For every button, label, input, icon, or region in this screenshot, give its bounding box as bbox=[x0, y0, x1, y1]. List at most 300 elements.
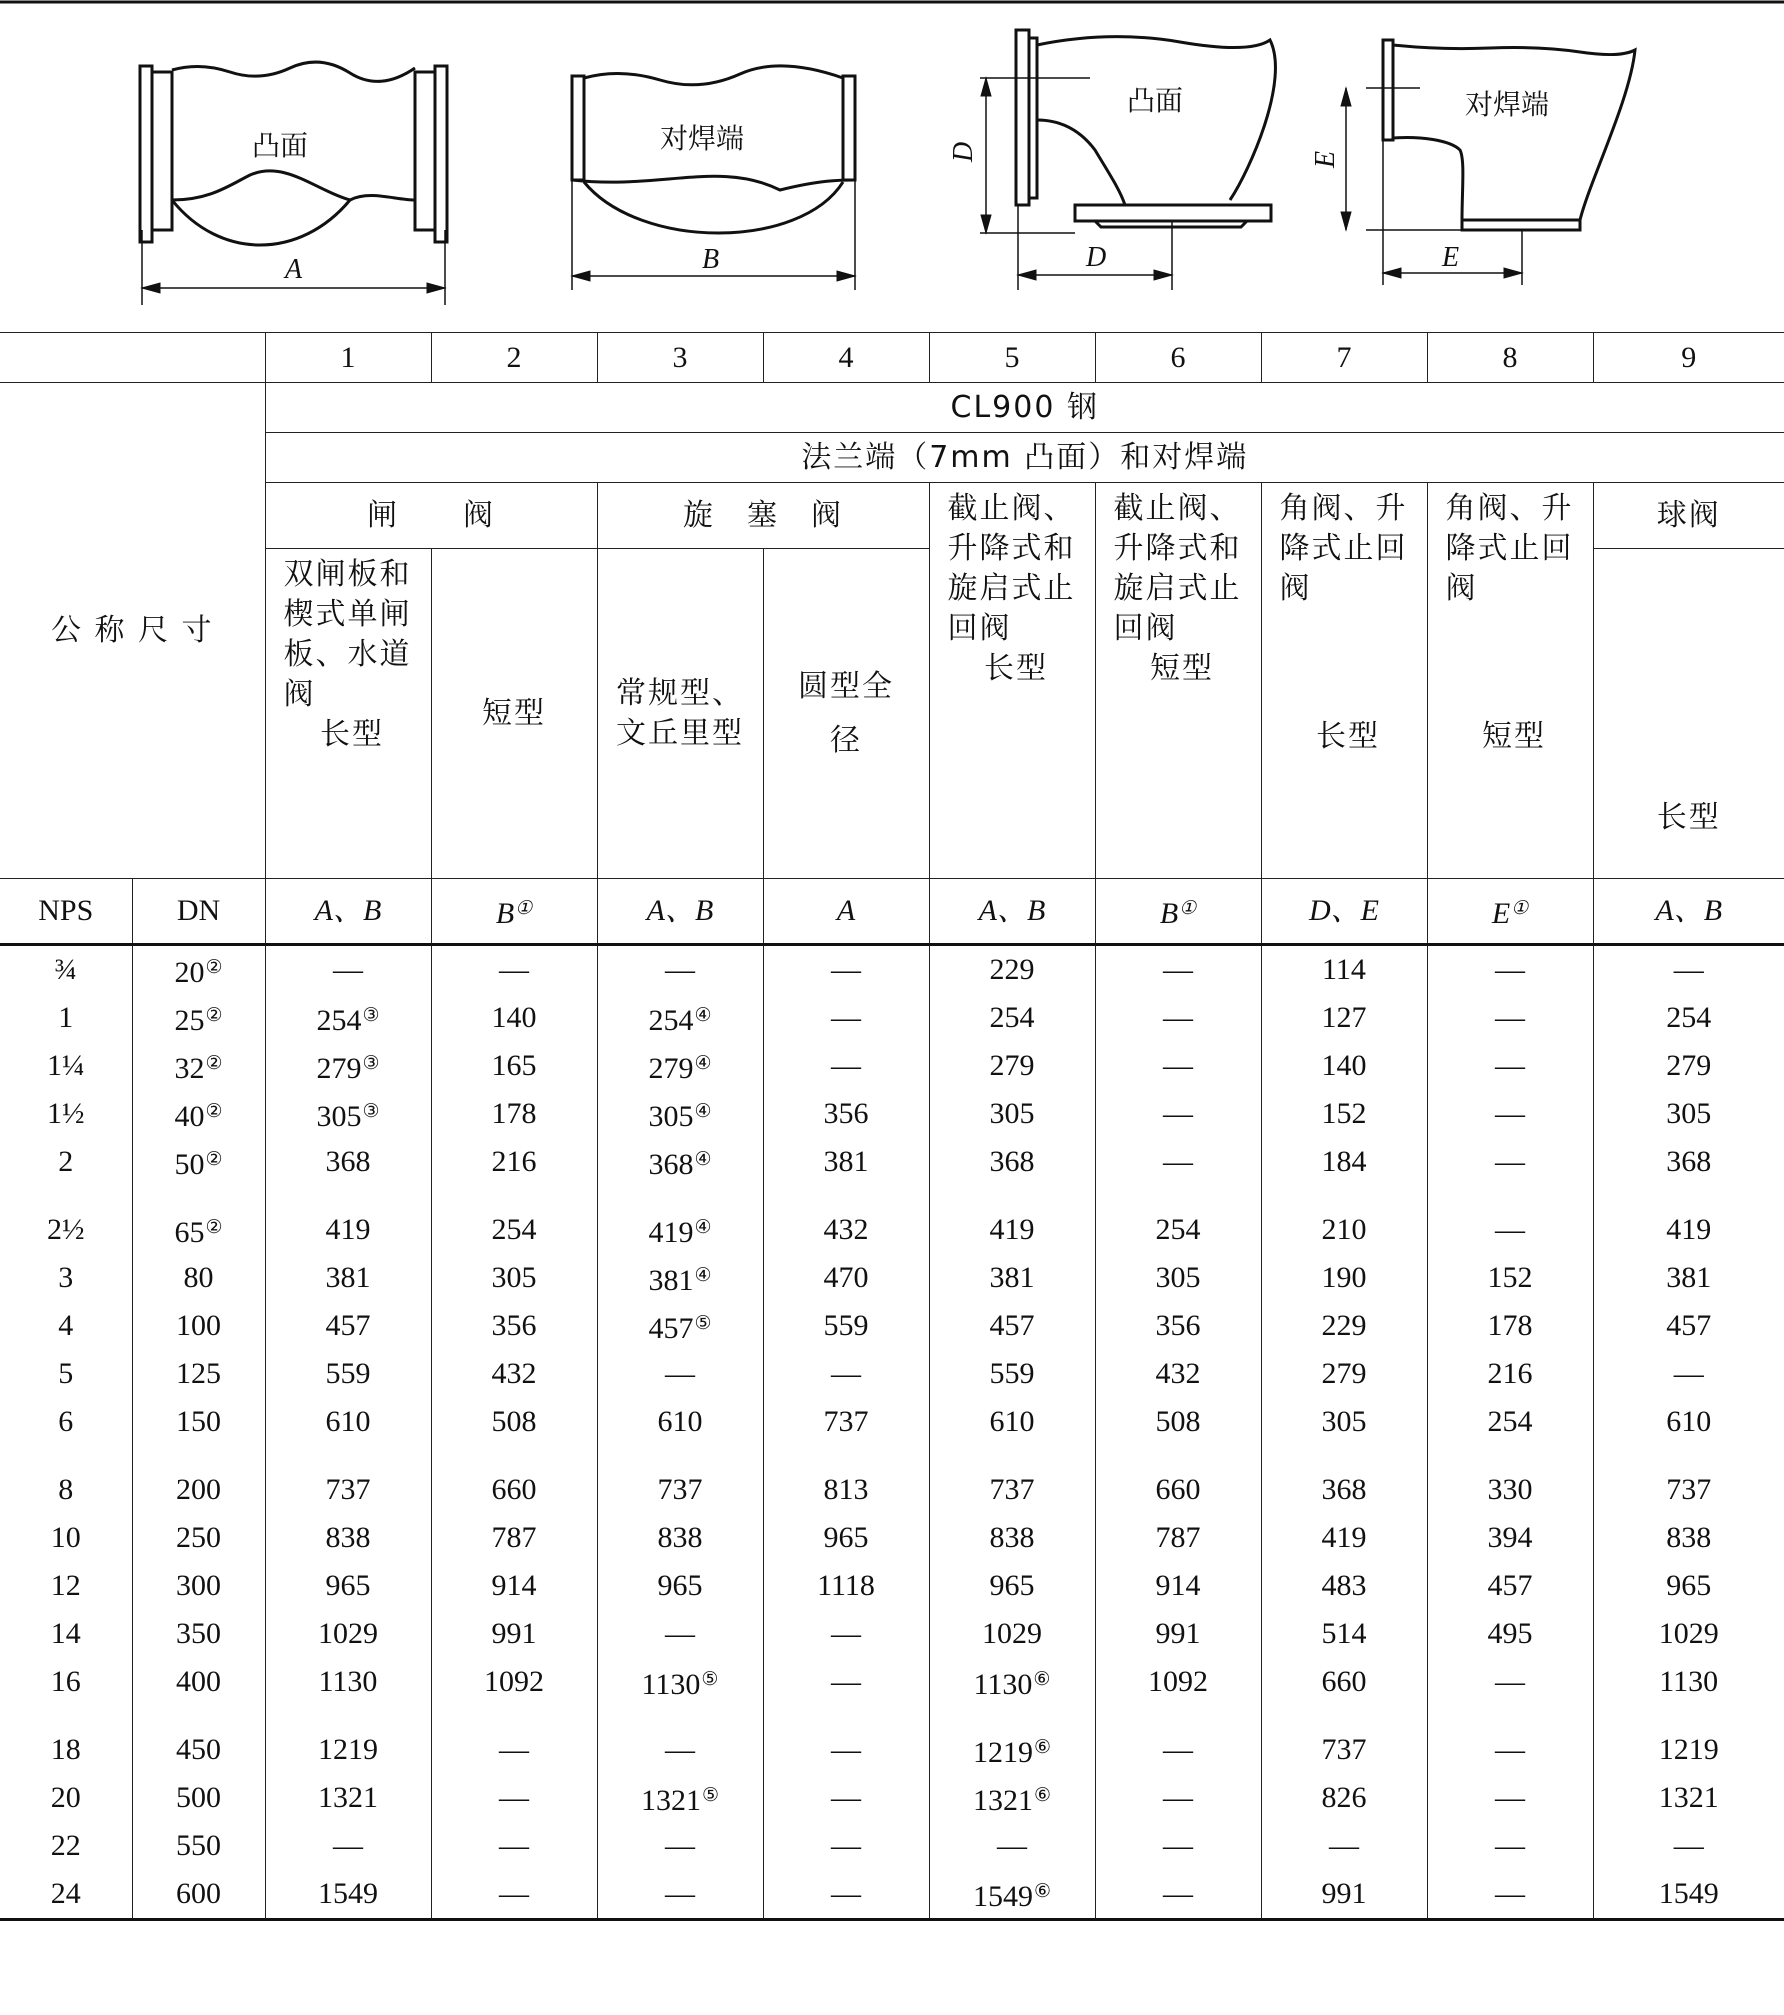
table-row bbox=[0, 1822, 1784, 1870]
dimension-cell-col-4 bbox=[763, 1398, 929, 1446]
dimension-value: 610 bbox=[1666, 1405, 1712, 1438]
column-number-4: 4 bbox=[763, 333, 929, 383]
table-row bbox=[0, 994, 1784, 1042]
dimension-cell-col-9 bbox=[1593, 1138, 1784, 1186]
dimension-cell-col-2 bbox=[431, 1870, 597, 1920]
dimension-value: 991 bbox=[1321, 1877, 1367, 1910]
dimension-value: 419 bbox=[648, 1215, 694, 1249]
dimension-cell-col-9 bbox=[1593, 1870, 1784, 1920]
dimension-cell-col-7 bbox=[1261, 1466, 1427, 1514]
dimension-cell-col-4 bbox=[763, 1350, 929, 1398]
dimension-value: — bbox=[1673, 1357, 1704, 1390]
footnote-marker: ⑥ bbox=[1033, 1784, 1052, 1806]
dimension-cell-col-8 bbox=[1427, 1774, 1593, 1822]
dimension-value: 787 bbox=[1155, 1521, 1201, 1554]
dimension-value: 737 bbox=[1666, 1473, 1712, 1506]
dimension-value: 559 bbox=[989, 1357, 1035, 1390]
dimension-value: 914 bbox=[1155, 1569, 1201, 1602]
dimension-cell-col-2 bbox=[431, 1514, 597, 1562]
nps-header: NPS bbox=[0, 879, 132, 945]
plug-regular-venturi-header: 常规型、文丘里型 bbox=[597, 549, 763, 879]
table-row bbox=[0, 1138, 1784, 1186]
dimension-value: — bbox=[831, 1877, 861, 1910]
dim-symbol-7 bbox=[1261, 879, 1427, 945]
dimension-value: 432 bbox=[1155, 1357, 1201, 1390]
nps-cell: 4 bbox=[58, 1309, 74, 1342]
nps-cell: 2½ bbox=[47, 1213, 85, 1246]
dn-cell bbox=[132, 1042, 265, 1090]
dimension-cell-col-3 bbox=[597, 945, 763, 995]
dimension-value: 356 bbox=[823, 1097, 869, 1130]
dimension-value: 419 bbox=[1666, 1213, 1712, 1246]
table-body bbox=[0, 945, 1784, 1920]
dimension-value: 813 bbox=[823, 1473, 869, 1506]
dimension-value: — bbox=[831, 1733, 861, 1766]
dimension-value: — bbox=[1495, 1145, 1525, 1178]
dimension-value: 279 bbox=[316, 1051, 362, 1085]
nps-cell: 22 bbox=[50, 1829, 81, 1862]
dimension-cell-col-6 bbox=[1095, 1774, 1261, 1822]
dimension-cell-col-3 bbox=[597, 1138, 763, 1186]
dimension-value: 279 bbox=[1321, 1357, 1367, 1390]
material-header: CL900 钢 bbox=[265, 383, 1784, 433]
dimension-value: 787 bbox=[491, 1521, 537, 1554]
dimension-value: — bbox=[1673, 1829, 1704, 1862]
dimension-value: — bbox=[665, 1829, 695, 1862]
dimension-value: 381 bbox=[989, 1261, 1035, 1294]
dimension-cell-col-9 bbox=[1593, 1398, 1784, 1446]
dimension-value: 210 bbox=[1321, 1213, 1367, 1246]
dimension-cell-col-7 bbox=[1261, 1206, 1427, 1254]
dimension-cell-col-6 bbox=[1095, 1514, 1261, 1562]
dimension-cell-col-7 bbox=[1261, 994, 1427, 1042]
dimension-cell-col-2 bbox=[431, 1206, 597, 1254]
dimension-cell-col-5 bbox=[929, 1302, 1095, 1350]
buttweld-angle-diagram bbox=[1341, 40, 1635, 285]
dimension-value: 394 bbox=[1487, 1521, 1533, 1554]
dimension-value: 432 bbox=[823, 1213, 869, 1246]
dimension-cell-col-7 bbox=[1261, 1302, 1427, 1350]
nps-cell: 3 bbox=[58, 1261, 74, 1294]
dimension-value: — bbox=[1495, 1213, 1525, 1246]
spacer-cell bbox=[929, 1446, 1095, 1466]
dimension-value: 1219 bbox=[1658, 1733, 1719, 1766]
table-row bbox=[0, 1042, 1784, 1090]
dimension-value: 254 bbox=[316, 1003, 362, 1037]
dimension-cell-col-4 bbox=[763, 1658, 929, 1706]
dn-cell bbox=[132, 1090, 265, 1138]
nps-cell: 6 bbox=[58, 1405, 74, 1438]
dimension-value: 305 bbox=[316, 1099, 362, 1133]
globe-check-long-header bbox=[929, 483, 1095, 879]
spacer-cell bbox=[1261, 1446, 1427, 1466]
dimension-value: 838 bbox=[325, 1521, 371, 1554]
dimension-value: 737 bbox=[989, 1473, 1035, 1506]
footnote-marker: ④ bbox=[694, 1148, 712, 1170]
dimension-cell-col-8 bbox=[1427, 1042, 1593, 1090]
dimension-value: 483 bbox=[1321, 1569, 1367, 1602]
spacer-cell bbox=[1095, 1706, 1261, 1726]
nps-cell: 1¼ bbox=[47, 1049, 85, 1082]
footnote-marker: ② bbox=[205, 1148, 223, 1170]
row-group-spacer bbox=[0, 1186, 1784, 1206]
spacer-cell bbox=[597, 1446, 763, 1466]
dn-cell bbox=[132, 1206, 265, 1254]
dim-letter-b: B bbox=[702, 244, 720, 275]
column-1-type: 长型 bbox=[320, 717, 384, 752]
dimension-value: 965 bbox=[989, 1569, 1035, 1602]
dimension-cell-col-2 bbox=[431, 1726, 597, 1774]
dimension-value: 991 bbox=[491, 1617, 537, 1650]
dn-value: 150 bbox=[176, 1405, 221, 1438]
dimension-cell-col-6 bbox=[1095, 1350, 1261, 1398]
dimension-value: 508 bbox=[491, 1405, 537, 1438]
table-row bbox=[0, 1562, 1784, 1610]
dimension-cell-col-2 bbox=[431, 1254, 597, 1302]
dimension-cell-col-7 bbox=[1261, 1398, 1427, 1446]
dimension-value: 457 bbox=[1666, 1309, 1712, 1342]
raised-face-angle-diagram bbox=[980, 30, 1275, 290]
dim-symbol-8-text: E bbox=[1491, 896, 1511, 930]
dn-header: DN bbox=[132, 879, 265, 945]
dimension-cell-col-2 bbox=[431, 1466, 597, 1514]
dimension-value: 432 bbox=[491, 1357, 537, 1390]
dimension-cell-col-1 bbox=[265, 1610, 431, 1658]
dimension-value: 178 bbox=[491, 1097, 537, 1130]
dimension-value: — bbox=[1163, 1781, 1193, 1814]
dn-value: 50 bbox=[174, 1147, 205, 1181]
dimension-cell-col-6 bbox=[1095, 1658, 1261, 1706]
dimension-value: — bbox=[499, 953, 529, 986]
ball-valve-group: 球阀 bbox=[1593, 483, 1784, 549]
dimension-cell-col-4 bbox=[763, 1514, 929, 1562]
dimension-cell-col-9 bbox=[1593, 1610, 1784, 1658]
dimension-cell-col-3 bbox=[597, 1774, 763, 1822]
dimension-cell-col-5 bbox=[929, 1774, 1095, 1822]
spacer-cell bbox=[1095, 1186, 1261, 1206]
dimension-cell-col-9 bbox=[1593, 1302, 1784, 1350]
dimension-value: 470 bbox=[823, 1261, 869, 1294]
dimension-cell-col-4 bbox=[763, 1610, 929, 1658]
dimension-cell-col-6 bbox=[1095, 945, 1261, 995]
dimension-value: — bbox=[1495, 1781, 1525, 1814]
dimension-value: 254 bbox=[1155, 1213, 1201, 1246]
dimension-cell-col-8 bbox=[1427, 1398, 1593, 1446]
dimension-symbol-row bbox=[0, 879, 1784, 945]
gate-valve-group: 闸 阀 bbox=[265, 483, 597, 549]
dim-symbol-2 bbox=[431, 879, 597, 945]
dimension-cell-col-9 bbox=[1593, 1514, 1784, 1562]
dimension-cell-col-2 bbox=[431, 1090, 597, 1138]
dimension-cell-col-1 bbox=[265, 1254, 431, 1302]
dimension-value: — bbox=[831, 1049, 861, 1082]
dim-letter-e-vertical: E bbox=[1310, 150, 1341, 168]
dimension-value: — bbox=[665, 1877, 695, 1910]
spacer-cell bbox=[929, 1706, 1095, 1726]
dim-letter-e-horizontal: E bbox=[1442, 242, 1460, 273]
table-row bbox=[0, 1090, 1784, 1138]
dimension-cell-col-8 bbox=[1427, 1466, 1593, 1514]
dimension-cell-col-7 bbox=[1261, 1042, 1427, 1090]
dimension-cell-col-6 bbox=[1095, 1302, 1261, 1350]
dimension-value: 254 bbox=[989, 1001, 1035, 1034]
column-7-type: 长型 bbox=[1316, 719, 1380, 754]
dimension-cell-col-1 bbox=[265, 1090, 431, 1138]
footnote-marker: ② bbox=[205, 1004, 223, 1026]
dimension-value: — bbox=[665, 953, 695, 986]
spacer-cell bbox=[265, 1706, 431, 1726]
dn-cell bbox=[132, 1466, 265, 1514]
dimension-value: 838 bbox=[1666, 1521, 1712, 1554]
dimension-cell-col-9 bbox=[1593, 994, 1784, 1042]
nps-cell: 20 bbox=[50, 1781, 81, 1814]
dimension-value: 1130 bbox=[318, 1665, 378, 1698]
nps-cell: 8 bbox=[58, 1473, 74, 1506]
spacer-cell bbox=[597, 1706, 763, 1726]
dimension-value: 737 bbox=[657, 1473, 703, 1506]
end-type-row bbox=[0, 433, 1784, 483]
dimension-value: 610 bbox=[325, 1405, 371, 1438]
dimension-cell-col-3 bbox=[597, 1514, 763, 1562]
dimension-value: 254 bbox=[1666, 1001, 1712, 1034]
diagram-label-raised-face-2: 凸面 bbox=[1127, 84, 1184, 117]
footnote-marker: ③ bbox=[362, 1100, 380, 1122]
dimension-value: — bbox=[1163, 1145, 1193, 1178]
dimension-cell-col-3 bbox=[597, 1302, 763, 1350]
dim-symbol-7-text: D、E bbox=[1309, 894, 1379, 927]
dimension-value: 457 bbox=[325, 1309, 371, 1342]
spacer-cell bbox=[929, 1186, 1095, 1206]
dimension-cell-col-4 bbox=[763, 1138, 929, 1186]
dn-cell bbox=[132, 945, 265, 995]
dimension-cell-col-9 bbox=[1593, 1042, 1784, 1090]
dimension-cell-col-6 bbox=[1095, 1138, 1261, 1186]
dimension-value: 1092 bbox=[1148, 1665, 1208, 1698]
dimension-cell-col-5 bbox=[929, 945, 1095, 995]
dim-symbol-4-text: A bbox=[836, 894, 856, 927]
table-row bbox=[0, 1254, 1784, 1302]
dimension-value: 127 bbox=[1321, 1001, 1367, 1034]
dimension-cell-col-7 bbox=[1261, 1138, 1427, 1186]
dim-symbol-9 bbox=[1593, 879, 1784, 945]
dimension-cell-col-9 bbox=[1593, 1466, 1784, 1514]
dimension-value: 1549 bbox=[1658, 1877, 1719, 1910]
nps-cell: ¾ bbox=[54, 953, 77, 986]
footnote-marker: ③ bbox=[362, 1052, 380, 1074]
dn-value: 65 bbox=[174, 1215, 205, 1249]
table-row bbox=[0, 1658, 1784, 1706]
column-number-1: 1 bbox=[265, 333, 431, 383]
table-row bbox=[0, 1870, 1784, 1920]
dimension-cell-col-3 bbox=[597, 1254, 763, 1302]
dimension-value: 457 bbox=[989, 1309, 1035, 1342]
spacer-cell bbox=[1593, 1446, 1784, 1466]
column-number-8: 8 bbox=[1427, 333, 1593, 383]
dn-cell bbox=[132, 1610, 265, 1658]
dimension-cell-col-5 bbox=[929, 1042, 1095, 1090]
dimension-value: 279 bbox=[1666, 1049, 1712, 1082]
column-number-6: 6 bbox=[1095, 333, 1261, 383]
dimension-value: — bbox=[1163, 1097, 1193, 1130]
dimension-value: 368 bbox=[1666, 1145, 1712, 1178]
dimension-value: 368 bbox=[989, 1145, 1035, 1178]
dimension-value: 514 bbox=[1321, 1617, 1367, 1650]
dn-cell bbox=[132, 1726, 265, 1774]
dn-value: 32 bbox=[174, 1051, 205, 1085]
dimension-cell-col-1 bbox=[265, 1726, 431, 1774]
dimension-value: 305 bbox=[648, 1099, 694, 1133]
dn-value: 25 bbox=[174, 1003, 205, 1037]
footnote-marker: ⑤ bbox=[694, 1312, 712, 1334]
spacer-cell bbox=[1261, 1186, 1427, 1206]
dimension-cell-col-1 bbox=[265, 1398, 431, 1446]
dimension-cell-col-6 bbox=[1095, 1042, 1261, 1090]
dimension-value: — bbox=[831, 1357, 861, 1390]
dn-value: 250 bbox=[176, 1521, 221, 1554]
dimension-cell-col-8 bbox=[1427, 945, 1593, 995]
dim-symbol-1-text: A、B bbox=[314, 894, 382, 927]
dn-cell bbox=[132, 1254, 265, 1302]
column-number-blank bbox=[0, 333, 265, 383]
column-number-7: 7 bbox=[1261, 333, 1427, 383]
dimension-cell-col-3 bbox=[597, 1870, 763, 1920]
dimension-value: 381 bbox=[648, 1263, 694, 1297]
dimension-value: — bbox=[831, 1829, 861, 1862]
dim-letter-a: A bbox=[285, 254, 303, 285]
dn-value: 500 bbox=[176, 1781, 221, 1814]
dimension-cell-col-4 bbox=[763, 1774, 929, 1822]
table-row bbox=[0, 1206, 1784, 1254]
dimension-value: 216 bbox=[1487, 1357, 1533, 1390]
dimension-value: — bbox=[1495, 1829, 1525, 1862]
dimension-value: 1321 bbox=[318, 1781, 378, 1814]
footnote-marker: ③ bbox=[362, 1004, 380, 1026]
dimension-value: 610 bbox=[657, 1405, 703, 1438]
dimension-cell-col-6 bbox=[1095, 994, 1261, 1042]
dimension-value: 1130 bbox=[1659, 1665, 1719, 1698]
dim-symbol-2-text: B bbox=[495, 896, 515, 930]
row-group-spacer bbox=[0, 1706, 1784, 1726]
dimension-value: 838 bbox=[989, 1521, 1035, 1554]
dimension-cell-col-1 bbox=[265, 1302, 431, 1350]
dimension-cell-col-7 bbox=[1261, 1822, 1427, 1870]
dimension-value: 965 bbox=[657, 1569, 703, 1602]
dimension-value: 356 bbox=[491, 1309, 537, 1342]
spacer-cell bbox=[763, 1186, 929, 1206]
column-1-description: 双闸板和楔式单闸板、水道阀 bbox=[283, 557, 412, 712]
dimension-cell-col-8 bbox=[1427, 1350, 1593, 1398]
dimension-value: 381 bbox=[1666, 1261, 1712, 1294]
spacer-cell bbox=[1593, 1186, 1784, 1206]
dimension-cell-col-6 bbox=[1095, 1254, 1261, 1302]
dimension-cell-col-7 bbox=[1261, 1090, 1427, 1138]
dimension-value: 1321 bbox=[640, 1783, 701, 1817]
dimension-value: 1219 bbox=[318, 1733, 378, 1766]
dimension-value: 914 bbox=[491, 1569, 537, 1602]
dimension-value: 305 bbox=[491, 1261, 537, 1294]
column-8-description: 角阀、升降式止回阀 bbox=[1445, 491, 1574, 606]
nps-cell: 12 bbox=[50, 1569, 81, 1602]
dn-value: 40 bbox=[174, 1099, 205, 1133]
nps-cell: 10 bbox=[50, 1521, 81, 1554]
spacer-cell bbox=[431, 1186, 597, 1206]
dimension-value: 368 bbox=[1321, 1473, 1367, 1506]
dimension-cell-col-9 bbox=[1593, 1658, 1784, 1706]
dimension-value: 178 bbox=[1487, 1309, 1533, 1342]
row-group-spacer bbox=[0, 1446, 1784, 1466]
dimension-cell-col-4 bbox=[763, 1090, 929, 1138]
dimension-cell-col-7 bbox=[1261, 1726, 1427, 1774]
dimension-cell-col-5 bbox=[929, 1206, 1095, 1254]
dimension-value: 660 bbox=[491, 1473, 537, 1506]
dimension-value: — bbox=[1163, 1049, 1193, 1082]
dimension-value: 305 bbox=[1321, 1405, 1367, 1438]
dimension-cell-col-8 bbox=[1427, 994, 1593, 1042]
dimension-value: 1029 bbox=[1658, 1617, 1719, 1650]
dimension-cell-col-1 bbox=[265, 1138, 431, 1186]
dim-symbol-8-note: ① bbox=[1511, 897, 1529, 919]
dimension-cell-col-4 bbox=[763, 945, 929, 995]
dimension-cell-col-5 bbox=[929, 1466, 1095, 1514]
dimension-value: — bbox=[1329, 1829, 1359, 1862]
footnote-marker: ④ bbox=[694, 1052, 712, 1074]
spacer-cell bbox=[1427, 1186, 1593, 1206]
dim-symbol-6-text: B bbox=[1159, 896, 1179, 930]
dn-cell bbox=[132, 1870, 265, 1920]
column-number-5: 5 bbox=[929, 333, 1095, 383]
dimension-cell-col-2 bbox=[431, 1610, 597, 1658]
dn-value: 100 bbox=[176, 1309, 221, 1342]
dim-symbol-5-text: A、B bbox=[978, 894, 1046, 927]
dimension-value: 229 bbox=[989, 953, 1035, 986]
spacer-cell bbox=[1427, 1446, 1593, 1466]
dn-cell bbox=[132, 1822, 265, 1870]
dimension-cell-col-3 bbox=[597, 1562, 763, 1610]
dimension-cell-col-1 bbox=[265, 1514, 431, 1562]
dimension-value: 1321 bbox=[972, 1783, 1033, 1817]
dimension-value: 254 bbox=[1487, 1405, 1533, 1438]
dimension-value: 381 bbox=[325, 1261, 371, 1294]
spacer-cell bbox=[763, 1446, 929, 1466]
spacer-cell bbox=[0, 1446, 132, 1466]
dim-symbol-6-note: ① bbox=[1179, 897, 1197, 919]
spacer-cell bbox=[0, 1706, 132, 1726]
dimension-cell-col-4 bbox=[763, 1466, 929, 1514]
dimension-value: 737 bbox=[325, 1473, 371, 1506]
dn-cell bbox=[132, 1350, 265, 1398]
dim-symbol-2-note: ① bbox=[515, 897, 533, 919]
dn-value: 20 bbox=[174, 955, 205, 989]
dimension-cell-col-5 bbox=[929, 1398, 1095, 1446]
table-row bbox=[0, 945, 1784, 995]
nps-cell: 16 bbox=[50, 1665, 81, 1698]
dim-symbol-3 bbox=[597, 879, 763, 945]
spacer-cell bbox=[597, 1186, 763, 1206]
dimension-cell-col-7 bbox=[1261, 1658, 1427, 1706]
dimension-cell-col-2 bbox=[431, 994, 597, 1042]
dimension-cell-col-8 bbox=[1427, 1822, 1593, 1870]
valve-end-diagrams bbox=[0, 0, 1784, 330]
dimension-value: 826 bbox=[1321, 1781, 1367, 1814]
dim-symbol-8 bbox=[1427, 879, 1593, 945]
spacer-cell bbox=[265, 1186, 431, 1206]
dimension-value: 229 bbox=[1321, 1309, 1367, 1342]
dimension-value: 152 bbox=[1321, 1097, 1367, 1130]
dimension-cell-col-9 bbox=[1593, 945, 1784, 995]
dimension-cell-col-3 bbox=[597, 1042, 763, 1090]
dimension-cell-col-8 bbox=[1427, 1138, 1593, 1186]
footnote-marker: ⑤ bbox=[701, 1784, 720, 1806]
